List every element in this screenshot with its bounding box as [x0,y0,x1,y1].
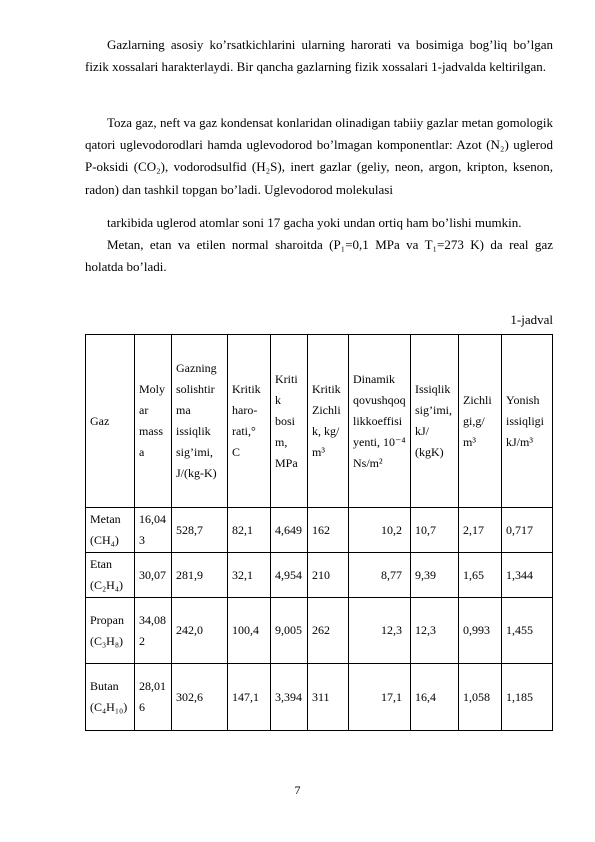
cell-density: 1,65 [459,553,502,598]
page-number: 7 [294,783,301,797]
cell-density: 2,17 [459,508,502,553]
header-cell-dynamic-viscosity: Dinamik qovushqoqlikkoeffisiyenti, 10⁻⁴ Ns/m² [349,335,411,508]
cell-gas: Butan (C₄H₁₀) [86,664,135,731]
header-cell-heat-capacity: Issiqlik sig’imi, kJ/ (kgK) [411,335,459,508]
header-cell-density: Zichligi,g/ m³ [459,335,502,508]
cell-combustion-heat: 1,455 [502,598,553,664]
header-cell-critical-density: Kritik Zichlik, kg/ m³ [308,335,349,508]
paragraph-4: Metan, etan va etilen normal sharoitda (P₁=0,1 MPa va T₁=273 K) da real gaz holatda bo’ladi. [85,237,553,275]
cell-critical-temperature: 147,1 [228,664,271,731]
cell-critical-density: 162 [308,508,349,553]
cell-dynamic-viscosity: 8,77 [349,553,411,598]
table-row [86,664,553,731]
table-row [86,598,553,664]
cell-specific-heat: 242,0 [172,598,228,664]
table-caption: 1-jadval [510,312,553,327]
table-header-row [86,335,553,508]
cell-dynamic-viscosity: 12,3 [349,598,411,664]
cell-dynamic-viscosity: 17,1 [349,664,411,731]
table-row [86,553,553,598]
cell-density: 1,058 [459,664,502,731]
cell-density: 0,993 [459,598,502,664]
cell-critical-density: 210 [308,553,349,598]
cell-heat-capacity: 10,7 [411,508,459,553]
cell-critical-pressure: 4,954 [271,553,308,598]
header-cell-combustion-heat: Yonish issiqligi kJ/m³ [502,335,553,508]
cell-specific-heat: 302,6 [172,664,228,731]
cell-specific-heat: 281,9 [172,553,228,598]
cell-dynamic-viscosity: 10,2 [349,508,411,553]
header-cell-critical-temperature: Kritik haro-rati,° C [228,335,271,508]
cell-molar-mass: 16,043 [135,508,172,553]
paragraph-2: Toza gaz, neft va gaz kondensat konlaridan olinadigan tabiiy gazlar metan gomologik qatori uglevodorodlari hamda uglevodorod bo’lmagan komponentlar: Azot (N₂) uglerod P-oksidi (CO₂), vodorodsulfid (H₂S), inert gazlar (geliy, neon, argon, kripton, ksenon, radon) dan tashkil topgan bo’ladi. Uglevodorod molekulasi [85,115,553,197]
cell-combustion-heat: 0,717 [502,508,553,553]
cell-critical-temperature: 32,1 [228,553,271,598]
header-cell-molar-mass: Molyar massa [135,335,172,508]
cell-critical-density: 262 [308,598,349,664]
header-cell-specific-heat: Gazning solishtirma issiqlik sig’imi, J/(kg-K) [172,335,228,508]
cell-critical-temperature: 100,4 [228,598,271,664]
cell-heat-capacity: 16,4 [411,664,459,731]
cell-critical-density: 311 [308,664,349,731]
cell-critical-pressure: 9,005 [271,598,308,664]
cell-gas: Metan (CH₄) [86,508,135,553]
cell-gas: Propan (C₃H₈) [86,598,135,664]
header-cell-gas: Gaz [86,335,135,508]
cell-critical-pressure: 3,394 [271,664,308,731]
cell-critical-pressure: 4,649 [271,508,308,553]
cell-molar-mass: 34,082 [135,598,172,664]
paragraph-3: tarkibida uglerod atomlar soni 17 gacha yoki undan ortiq ham bo’lishi mumkin. [107,215,522,230]
gas-properties-table [85,334,553,731]
cell-heat-capacity: 9,39 [411,553,459,598]
cell-molar-mass: 30,07 [135,553,172,598]
table-row [86,508,553,553]
paragraph-1: Gazlarning asosiy ko’rsatkichlarini ularning harorati va bosimiga bog’liq bo’lgan fizik xossalari harakterlaydi. Bir qancha gazlarning fizik xossalari 1-jadvalda keltirilgan. [85,37,553,75]
cell-heat-capacity: 12,3 [411,598,459,664]
cell-gas: Etan (C₂H₄) [86,553,135,598]
cell-molar-mass: 28,016 [135,664,172,731]
header-cell-critical-pressure: Kritik bosim, MPa [271,335,308,508]
cell-specific-heat: 528,7 [172,508,228,553]
cell-critical-temperature: 82,1 [228,508,271,553]
cell-combustion-heat: 1,185 [502,664,553,731]
cell-combustion-heat: 1,344 [502,553,553,598]
